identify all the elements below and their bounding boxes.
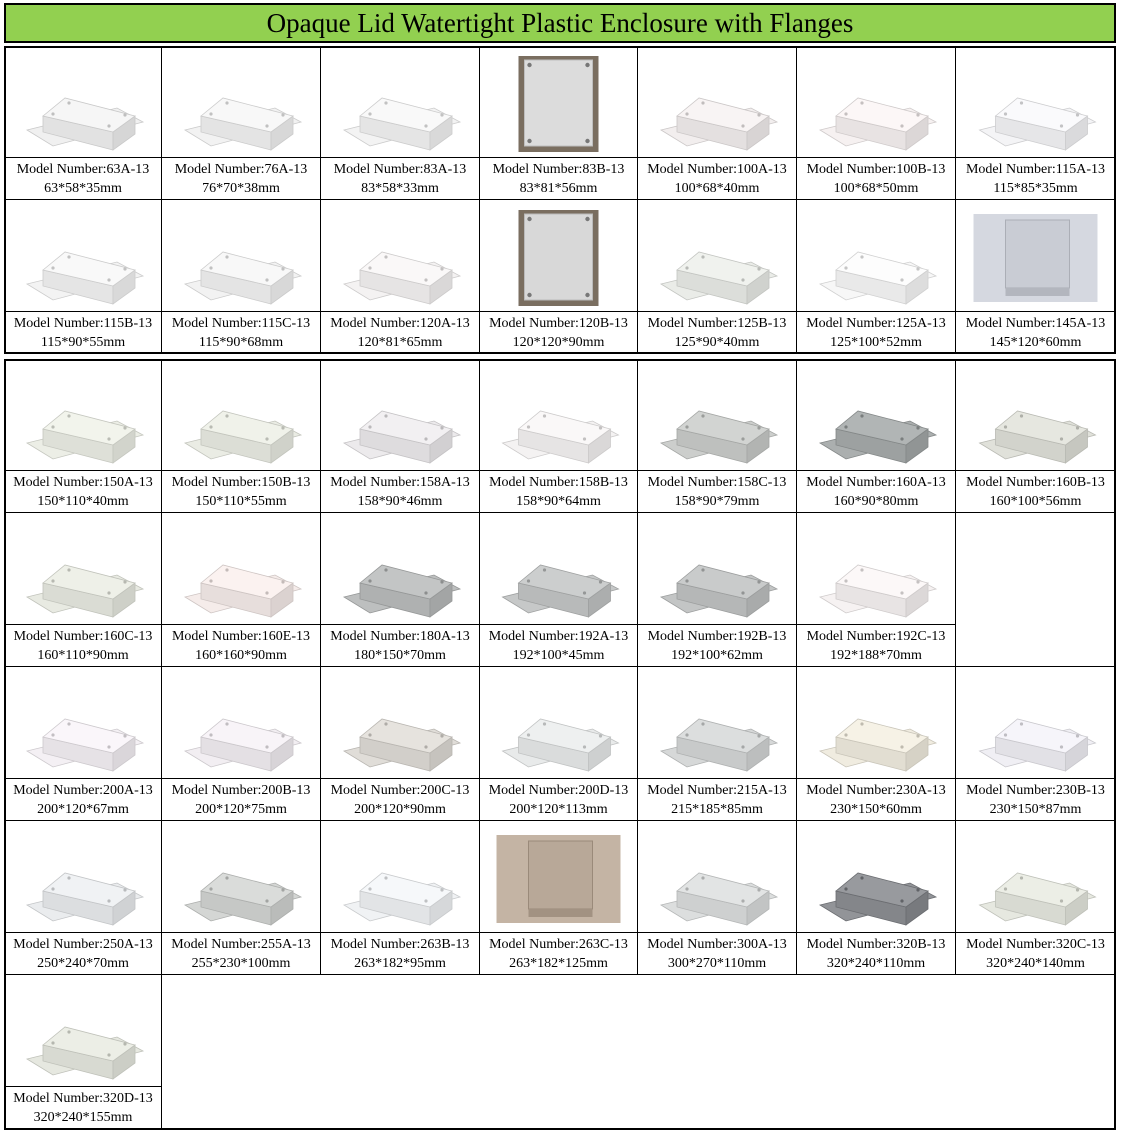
product-cell (4, 667, 162, 821)
dimensions: 192*100*62mm (671, 648, 763, 663)
product-cell (638, 667, 797, 821)
dimensions: 230*150*87mm (989, 802, 1082, 817)
dimensions: 83*81*56mm (519, 181, 598, 196)
enclosure-flanged-icon (644, 519, 790, 623)
product-photo (644, 519, 790, 623)
product-photo (486, 827, 631, 931)
product-cell (480, 821, 638, 975)
dimensions: 145*120*60mm (989, 335, 1082, 350)
dimensions: 200*120*67mm (37, 802, 129, 817)
product-cell (321, 821, 480, 975)
dimensions: 158*90*64mm (516, 494, 601, 509)
dimensions: 160*160*90mm (195, 648, 287, 663)
dimensions: 125*100*52mm (830, 335, 922, 350)
model-number: Model Number:76A-13 (174, 162, 308, 177)
enclosure-flanged-icon (803, 365, 949, 469)
product-cell (797, 46, 956, 200)
enclosure-flanged-icon (962, 827, 1109, 931)
enclosure-flanged-icon (11, 981, 155, 1085)
dimensions: 160*90*80mm (833, 494, 919, 509)
enclosure-flanged-icon (803, 519, 949, 623)
dimensions: 200*120*113mm (509, 802, 608, 817)
product-photo (486, 673, 631, 777)
product-cell (321, 513, 480, 667)
product-caption (162, 157, 320, 199)
product-photo (486, 52, 631, 156)
product-photo (644, 673, 790, 777)
model-number: Model Number:120A-13 (330, 316, 470, 331)
product-cell (797, 667, 956, 821)
product-caption (162, 311, 320, 353)
product-cell (638, 821, 797, 975)
dimensions: 215*185*85mm (671, 802, 763, 817)
product-photo (327, 673, 473, 777)
product-photo (11, 52, 155, 156)
dimensions: 83*58*33mm (361, 181, 439, 196)
product-cell (162, 513, 321, 667)
product-cell (4, 359, 162, 513)
enclosure-flanged-icon (803, 673, 949, 777)
enclosure-flanged-icon (11, 673, 155, 777)
enclosure-flanged-icon (11, 827, 155, 931)
product-cell (162, 667, 321, 821)
product-cell (162, 821, 321, 975)
model-number: Model Number:63A-13 (16, 162, 150, 177)
product-photo (803, 827, 949, 931)
product-cell (956, 821, 1116, 975)
product-cell (4, 200, 162, 354)
enclosure-top-icon (486, 52, 631, 156)
model-number: Model Number:300A-13 (647, 937, 787, 952)
product-cell (480, 46, 638, 200)
product-photo (644, 206, 790, 310)
enclosure-flanged-icon (168, 206, 314, 310)
product-caption (321, 778, 479, 820)
product-photo (11, 673, 155, 777)
product-caption (480, 932, 637, 974)
product-photo (803, 365, 949, 469)
dimensions: 150*110*40mm (37, 494, 129, 509)
model-number: Model Number:263B-13 (330, 937, 470, 952)
dimensions: 160*100*56mm (989, 494, 1082, 509)
enclosure-flanged-icon (168, 673, 314, 777)
product-caption (480, 157, 637, 199)
product-photo (803, 673, 949, 777)
product-caption (5, 1086, 161, 1128)
product-photo (11, 827, 155, 931)
model-number: Model Number:180A-13 (330, 629, 470, 644)
dimensions: 115*85*35mm (993, 181, 1078, 196)
model-number: Model Number:200D-13 (488, 783, 629, 798)
product-cell (321, 200, 480, 354)
product-caption (162, 624, 320, 666)
product-photo (11, 206, 155, 310)
enclosure-flanged-icon (486, 365, 631, 469)
model-number: Model Number:150B-13 (171, 475, 311, 490)
dimensions: 192*188*70mm (830, 648, 922, 663)
product-caption (162, 932, 320, 974)
model-number: Model Number:215A-13 (647, 783, 787, 798)
product-caption (5, 624, 161, 666)
dimensions: 100*68*40mm (674, 181, 760, 196)
product-cell (4, 821, 162, 975)
enclosure-flanged-icon (168, 52, 314, 156)
model-number: Model Number:158C-13 (647, 475, 787, 490)
enclosure-flanged-icon (962, 365, 1109, 469)
product-cell (321, 359, 480, 513)
model-number: Model Number:115C-13 (171, 316, 311, 331)
dimensions: 320*240*155mm (33, 1110, 133, 1125)
product-cell (797, 359, 956, 513)
product-caption (5, 932, 161, 974)
enclosure-flanged-icon (327, 365, 473, 469)
model-number: Model Number:320B-13 (806, 937, 946, 952)
product-caption (797, 624, 955, 666)
model-number: Model Number:158A-13 (330, 475, 470, 490)
enclosure-flanged-icon (327, 673, 473, 777)
dimensions: 180*150*70mm (354, 648, 446, 663)
product-photo (962, 206, 1109, 310)
model-number: Model Number:83B-13 (492, 162, 625, 177)
product-cell (797, 821, 956, 975)
product-caption (638, 470, 796, 512)
product-caption (321, 624, 479, 666)
dimensions: 300*270*110mm (667, 956, 767, 971)
product-cell (638, 46, 797, 200)
product-photo (486, 365, 631, 469)
product-photo (962, 365, 1109, 469)
product-photo (168, 365, 314, 469)
product-photo (168, 827, 314, 931)
product-caption (480, 311, 637, 353)
product-photo (644, 365, 790, 469)
product-photo (327, 206, 473, 310)
enclosure-flanged-icon (644, 52, 790, 156)
enclosure-flanged-icon (803, 827, 949, 931)
product-caption (956, 157, 1115, 199)
model-number: Model Number:160B-13 (966, 475, 1105, 490)
dimensions: 158*90*46mm (357, 494, 443, 509)
enclosure-flanged-icon (644, 365, 790, 469)
dimensions: 255*230*100mm (191, 956, 291, 971)
product-caption (638, 157, 796, 199)
product-caption (162, 470, 320, 512)
product-caption (480, 778, 637, 820)
model-number: Model Number:200A-13 (13, 783, 153, 798)
product-cell (4, 46, 162, 200)
product-photo (11, 981, 155, 1085)
product-caption (321, 932, 479, 974)
product-caption (638, 624, 796, 666)
empty-cell (956, 513, 1116, 667)
enclosure-top-icon (486, 206, 631, 310)
enclosure-flanged-icon (486, 519, 631, 623)
product-photo (644, 52, 790, 156)
dimensions: 250*240*70mm (37, 956, 129, 971)
enclosure-flanged-icon (962, 52, 1109, 156)
dimensions: 158*90*79mm (674, 494, 760, 509)
model-number: Model Number:158B-13 (489, 475, 628, 490)
enclosure-flanged-icon (11, 519, 155, 623)
product-photo (803, 52, 949, 156)
model-number: Model Number:192C-13 (806, 629, 946, 644)
product-caption (321, 470, 479, 512)
product-photo (803, 519, 949, 623)
dimensions: 63*58*35mm (44, 181, 122, 196)
model-number: Model Number:200B-13 (171, 783, 311, 798)
model-number: Model Number:125A-13 (806, 316, 946, 331)
model-number: Model Number:230B-13 (966, 783, 1105, 798)
enclosure-flanged-icon (168, 365, 314, 469)
product-cell (797, 200, 956, 354)
dimensions: 160*110*90mm (37, 648, 129, 663)
product-cell (797, 513, 956, 667)
model-number: Model Number:320D-13 (13, 1091, 153, 1106)
model-number: Model Number:100B-13 (806, 162, 946, 177)
enclosure-flanged-icon (327, 52, 473, 156)
enclosure-photo-icon (486, 827, 631, 931)
product-cell (4, 975, 162, 1129)
product-photo (962, 673, 1109, 777)
product-caption (797, 778, 955, 820)
model-number: Model Number:200C-13 (330, 783, 470, 798)
product-cell (162, 359, 321, 513)
product-cell (638, 200, 797, 354)
model-number: Model Number:145A-13 (965, 316, 1106, 331)
enclosure-flanged-icon (11, 206, 155, 310)
product-cell (321, 46, 480, 200)
product-photo (644, 827, 790, 931)
model-number: Model Number:120B-13 (489, 316, 628, 331)
dimensions: 230*150*60mm (830, 802, 922, 817)
enclosure-flanged-icon (168, 519, 314, 623)
product-cell (162, 200, 321, 354)
model-number: Model Number:263C-13 (489, 937, 628, 952)
dimensions: 320*240*140mm (986, 956, 1085, 971)
dimensions: 200*120*90mm (354, 802, 446, 817)
enclosure-flanged-icon (327, 519, 473, 623)
product-photo (11, 365, 155, 469)
product-cell (4, 513, 162, 667)
model-number: Model Number:230A-13 (806, 783, 946, 798)
product-caption (956, 778, 1115, 820)
enclosure-flanged-icon (803, 52, 949, 156)
product-photo (962, 52, 1109, 156)
product-cell (162, 46, 321, 200)
dimensions: 320*240*110mm (826, 956, 926, 971)
model-number: Model Number:100A-13 (647, 162, 787, 177)
dimensions: 115*90*68mm (198, 335, 284, 350)
product-caption (956, 932, 1115, 974)
product-photo (327, 519, 473, 623)
model-number: Model Number:192B-13 (647, 629, 787, 644)
enclosure-flanged-icon (644, 206, 790, 310)
product-caption (638, 311, 796, 353)
dimensions: 120*81*65mm (357, 335, 443, 350)
model-number: Model Number:150A-13 (13, 475, 153, 490)
model-number: Model Number:160E-13 (171, 629, 311, 644)
model-number: Model Number:320C-13 (966, 937, 1105, 952)
enclosure-flanged-icon (644, 673, 790, 777)
dimensions: 76*70*38mm (202, 181, 280, 196)
product-cell (956, 200, 1116, 354)
product-photo (327, 365, 473, 469)
dimensions: 263*182*125mm (509, 956, 608, 971)
enclosure-photo-icon (962, 206, 1109, 310)
product-photo (168, 673, 314, 777)
model-number: Model Number:160C-13 (13, 629, 153, 644)
product-cell (638, 513, 797, 667)
product-cell (638, 359, 797, 513)
product-caption (162, 778, 320, 820)
product-photo (168, 52, 314, 156)
enclosure-flanged-icon (11, 365, 155, 469)
product-cell (480, 513, 638, 667)
dimensions: 125*90*40mm (674, 335, 760, 350)
product-caption (797, 157, 955, 199)
model-number: Model Number:250A-13 (13, 937, 153, 952)
product-caption (321, 157, 479, 199)
product-photo (327, 827, 473, 931)
model-number: Model Number:160A-13 (806, 475, 946, 490)
product-cell (480, 200, 638, 354)
product-cell (480, 359, 638, 513)
page-title: Opaque Lid Watertight Plastic Enclosure with Flanges (4, 3, 1116, 43)
product-caption (797, 932, 955, 974)
enclosure-flanged-icon (327, 827, 473, 931)
dimensions: 192*100*45mm (512, 648, 605, 663)
dimensions: 115*90*55mm (40, 335, 126, 350)
product-photo (11, 519, 155, 623)
enclosure-flanged-icon (803, 206, 949, 310)
product-cell (321, 667, 480, 821)
product-cell (956, 667, 1116, 821)
product-photo (803, 206, 949, 310)
model-number: Model Number:192A-13 (488, 629, 629, 644)
product-caption (638, 932, 796, 974)
product-photo (962, 827, 1109, 931)
dimensions: 200*120*75mm (195, 802, 287, 817)
model-number: Model Number:115A-13 (965, 162, 1106, 177)
model-number: Model Number:255A-13 (171, 937, 311, 952)
model-number: Model Number:125B-13 (647, 316, 787, 331)
product-caption (321, 311, 479, 353)
product-photo (168, 206, 314, 310)
product-caption (480, 470, 637, 512)
enclosure-flanged-icon (644, 827, 790, 931)
product-cell (956, 359, 1116, 513)
enclosure-flanged-icon (11, 52, 155, 156)
dimensions: 263*182*95mm (354, 956, 446, 971)
product-caption (797, 311, 955, 353)
product-caption (956, 470, 1115, 512)
dimensions: 120*120*90mm (512, 335, 605, 350)
product-caption (5, 470, 161, 512)
enclosure-flanged-icon (168, 827, 314, 931)
product-caption (797, 470, 955, 512)
product-caption (638, 778, 796, 820)
model-number: Model Number:83A-13 (333, 162, 467, 177)
product-cell (480, 667, 638, 821)
product-photo (327, 52, 473, 156)
product-caption (956, 311, 1115, 353)
product-caption (5, 311, 161, 353)
product-photo (168, 519, 314, 623)
enclosure-flanged-icon (327, 206, 473, 310)
product-photo (486, 206, 631, 310)
dimensions: 150*110*55mm (195, 494, 287, 509)
product-photo (486, 519, 631, 623)
product-cell (956, 46, 1116, 200)
product-caption (5, 778, 161, 820)
product-caption (5, 157, 161, 199)
enclosure-flanged-icon (486, 673, 631, 777)
dimensions: 100*68*50mm (833, 181, 919, 196)
product-caption (480, 624, 637, 666)
enclosure-flanged-icon (962, 673, 1109, 777)
model-number: Model Number:115B-13 (13, 316, 153, 331)
